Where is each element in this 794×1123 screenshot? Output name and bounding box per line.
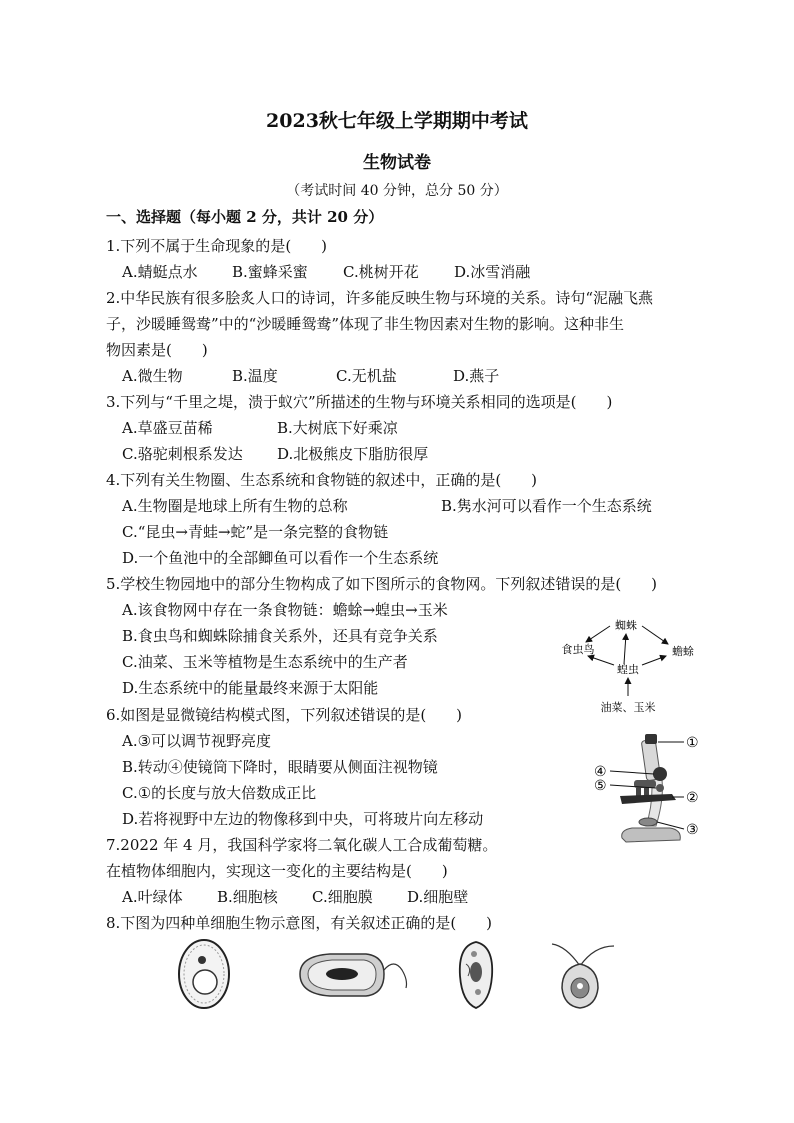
question-6-stem: 6.如图是显微镜结构模式图，下列叙述错误的是( )	[106, 706, 463, 724]
arrow-spider-to-toad	[642, 626, 668, 644]
question-3-stem: 3.下列与“千里之堤，溃于蚁穴”所描述的生物与环境关系相同的选项是( )	[106, 393, 613, 411]
question-2-option-b: B.温度	[232, 367, 278, 385]
question-1-option-a: A.蜻蜓点水	[122, 263, 198, 281]
question-7-option-c: C.细胞膜	[312, 888, 373, 906]
organism-yeast	[179, 940, 229, 1008]
microscope-stage	[620, 794, 676, 804]
arrow-locust-to-bird	[588, 656, 614, 665]
question-2-stem-line1: 2.中华民族有很多脍炙人口的诗词，许多能反映生物与环境的关系。诗句“泥融飞燕	[106, 289, 653, 307]
question-1-stem: 1.下列不属于生命现象的是( )	[106, 237, 328, 255]
question-7-option-d: D.细胞壁	[407, 888, 469, 906]
question-7-stem-line1: 7.2022 年 4 月，我国科学家将二氧化碳人工合成葡萄糖。	[106, 836, 498, 854]
question-7-option-a: A.叶绿体	[122, 888, 183, 906]
question-2-stem-line2: 子，沙暖睡鸳鸯”中的“沙暖睡鸳鸯”体现了非生物因素对生物的影响。这种非生	[106, 315, 625, 333]
question-2-option-d: D.燕子	[453, 367, 500, 385]
question-5-option-c: C.油菜、玉米等植物是生态系统中的生产者	[122, 653, 408, 671]
microscope-coarse-knob	[653, 767, 667, 781]
question-3-option-b: B.大树底下好乘凉	[277, 419, 398, 437]
question-5-option-b: B.食虫鸟和蜘蛛除捕食关系外，还具有竞争关系	[122, 627, 438, 645]
question-4-option-a: A.生物圈是地球上所有生物的总称	[122, 497, 348, 515]
microscope-label-4: ④	[594, 764, 607, 780]
exam-note: （考试时间 40 分钟，总分 50 分）	[286, 183, 508, 199]
question-2-stem-line3: 物因素是( )	[106, 341, 208, 359]
microscope-mirror	[639, 818, 657, 826]
question-4-option-d: D.一个鱼池中的全部鲫鱼可以看作一个生态系统	[122, 549, 439, 567]
microscope-label-1: ①	[686, 735, 699, 751]
question-8-stem: 8.下图为四种单细胞生物示意图，有关叙述正确的是( )	[106, 914, 493, 932]
question-5-stem: 5.学校生物园地中的部分生物构成了如下图所示的食物网。下列叙述错误的是( )	[106, 575, 658, 593]
question-7-stem-line2: 在植物体细胞内，实现这一变化的主要结构是( )	[106, 862, 448, 880]
microscope-fine-knob	[656, 784, 664, 792]
arrow-locust-to-toad	[642, 656, 666, 665]
question-2-option-c: C.无机盐	[336, 367, 397, 385]
question-1-option-d: D.冰雪消融	[454, 263, 531, 281]
question-4-option-c: C.“昆虫→青蛙→蛇”是一条完整的食物链	[122, 523, 389, 541]
unicellular-organisms-figure	[170, 936, 630, 1012]
question-3-option-d: D.北极熊皮下脂肪很厚	[277, 445, 429, 463]
question-2-option-a: A.微生物	[122, 367, 183, 385]
question-6-option-d: D.若将视野中左边的物像移到中央，可将玻片向左移动	[122, 810, 484, 828]
question-3-option-a: A.草盛豆苗稀	[122, 419, 213, 437]
arrow-spider-to-bird	[586, 626, 610, 642]
food-web-plants-label: 油菜、玉米	[600, 701, 656, 714]
microscope-label-5: ⑤	[594, 778, 607, 794]
food-web-bird-label: 食虫鸟	[561, 643, 595, 656]
exam-subtitle: 生物试卷	[363, 153, 431, 173]
organism-chlamydomonas	[552, 944, 614, 1008]
section-heading: 一、选择题（每小题 2 分，共计 20 分）	[106, 208, 384, 226]
question-4-option-b: B.隽水河可以看作一个生态系统	[441, 497, 652, 515]
food-web-locust-label: 蝗虫	[617, 663, 639, 676]
question-6-option-b: B.转动④使镜筒下降时，眼睛要从侧面注视物镜	[122, 758, 438, 776]
arrow-locust-to-spider	[624, 634, 626, 664]
question-1-option-c: C.桃树开花	[343, 263, 419, 281]
question-5-option-d: D.生态系统中的能量最终来源于太阳能	[122, 679, 379, 697]
food-web-diagram	[548, 612, 708, 720]
question-7-option-b: B.细胞核	[217, 888, 278, 906]
question-5-option-a: A.该食物网中存在一条食物链：蟾蜍→蝗虫→玉米	[122, 601, 448, 619]
exam-title: 2023秋七年级上学期期中考试	[266, 110, 528, 132]
question-6-option-c: C.①的长度与放大倍数成正比	[122, 784, 317, 802]
organism-paramecium	[460, 942, 492, 1008]
microscope-eyepiece	[645, 734, 657, 744]
food-web-toad-label: 蟾蜍	[672, 645, 694, 658]
question-3-option-c: C.骆驼刺根系发达	[122, 445, 243, 463]
question-4-stem: 4.下列有关生物圈、生态系统和食物链的叙述中，正确的是( )	[106, 471, 538, 489]
question-6-option-a: A.③可以调节视野亮度	[122, 732, 272, 750]
microscope-label-2: ②	[686, 790, 699, 806]
microscope-label-3: ③	[686, 822, 699, 838]
organism-bacterium	[300, 954, 407, 996]
microscope-diagram	[592, 730, 712, 852]
microscope-base	[622, 828, 681, 842]
food-web-spider-label: 蜘蛛	[615, 619, 637, 632]
question-1-option-b: B.蜜蜂采蜜	[232, 263, 308, 281]
